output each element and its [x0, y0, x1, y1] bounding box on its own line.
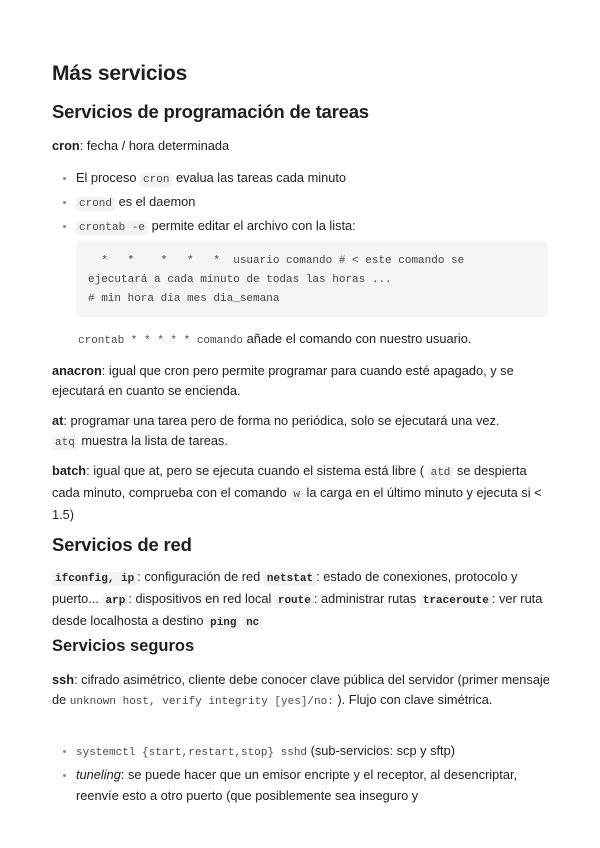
inline-code: crontab * * * * * comando	[78, 335, 244, 347]
code-line: # min hora dia mes dia_semana	[88, 293, 280, 305]
at-term: at	[52, 413, 64, 428]
network-desc: : administrar rutas	[313, 591, 420, 606]
section-heading-network: Servicios de red	[52, 534, 192, 555]
inline-code: arp	[103, 594, 129, 608]
inline-code: w	[290, 488, 303, 502]
inline-code: crontab -e	[76, 221, 148, 235]
bullet-text: El proceso	[76, 170, 141, 185]
code-line: * * * * * usuario comando # < este comando se	[88, 255, 465, 267]
inline-code: crond	[76, 197, 115, 211]
network-desc: : configuración de red	[137, 569, 264, 584]
inline-code: netstat	[264, 572, 316, 586]
inline-code: traceroute	[420, 594, 492, 608]
cron-term: cron	[52, 138, 80, 153]
section-heading-secure: Servicios seguros	[52, 637, 195, 655]
at-desc: : programar una tarea pero de forma no periódica, solo se ejecutará una vez.	[63, 413, 500, 428]
at-paragraph	[52, 411, 554, 453]
batch-term: batch	[52, 463, 87, 478]
ssh-desc: ). Flujo con clave simétrica.	[333, 692, 493, 707]
list-item	[76, 764, 554, 806]
cron-bullet-list	[58, 167, 554, 239]
italic-term: tuneling	[76, 767, 121, 782]
inline-code: systemctl {start,restart,stop} sshd	[76, 747, 308, 759]
batch-desc: se despierta cada minuto, comprueba con el comando	[52, 463, 527, 500]
network-desc: : dispositivos en red local	[128, 591, 275, 606]
network-desc: : estado de conexiones, protocolo y puerto...	[52, 569, 518, 606]
list-item	[76, 191, 554, 215]
inline-code: unknown host, verify integrity [yes]/no:	[69, 696, 334, 708]
inline-code: nc	[243, 616, 262, 630]
bullet-text: es el daemon	[115, 194, 196, 209]
cron-desc: : fecha / hora determinada	[79, 138, 230, 153]
inline-code: cron	[140, 173, 172, 187]
ssh-bullet-list	[58, 740, 554, 806]
inline-code: ifconfig, ip	[52, 572, 137, 586]
page-title: Más servicios	[52, 62, 188, 85]
anacron-term: anacron	[52, 363, 102, 378]
bullet-text: (sub-servicios: scp y sftp)	[307, 743, 455, 758]
network-paragraph	[52, 567, 554, 633]
batch-desc: : igual que at, pero se ejecuta cuando el sistema está libre (	[86, 463, 428, 478]
list-item	[76, 215, 554, 239]
list-item	[76, 167, 554, 191]
section-heading-scheduling: Servicios de programación de tareas	[52, 101, 369, 122]
cron-paragraph	[52, 136, 554, 156]
crontab-line	[78, 329, 554, 351]
ssh-paragraph	[52, 670, 554, 712]
code-line: ejecutará a cada minuto de todas las horas ...	[88, 274, 392, 286]
bullet-text: evalua las tareas cada minuto	[172, 170, 347, 185]
code-block	[76, 241, 548, 317]
batch-desc: la carga en el último minuto y ejecuta si < 1.5)	[52, 485, 542, 522]
anacron-paragraph	[52, 361, 554, 401]
inline-code: atq	[52, 436, 78, 450]
bullet-text: permite editar el archivo con la lista:	[148, 218, 356, 233]
crontab-desc: añade el comando con nuestro usuario.	[243, 331, 472, 346]
anacron-desc: : igual que cron pero permite programar para cuando esté apagado, y se ejecutará en cuanto se encienda.	[52, 363, 514, 398]
inline-code: ping	[207, 616, 239, 630]
bullet-text: : se puede hacer que un emisor encripte y el receptor, al desencriptar, reenvíe esto a otro puerto (que posiblemente sea inseguro y	[76, 767, 518, 803]
inline-code: atd	[428, 466, 454, 480]
list-item	[76, 740, 554, 764]
atq-desc: muestra la lista de tareas.	[77, 433, 228, 448]
ssh-desc: : cifrado asimétrico, cliente debe conocer clave pública del servidor (primer mensaje de	[52, 672, 550, 707]
ssh-term: ssh	[52, 672, 75, 687]
network-desc: : ver ruta desde localhosta a destino	[52, 591, 543, 628]
inline-code: route	[275, 594, 314, 608]
batch-paragraph	[52, 461, 554, 525]
